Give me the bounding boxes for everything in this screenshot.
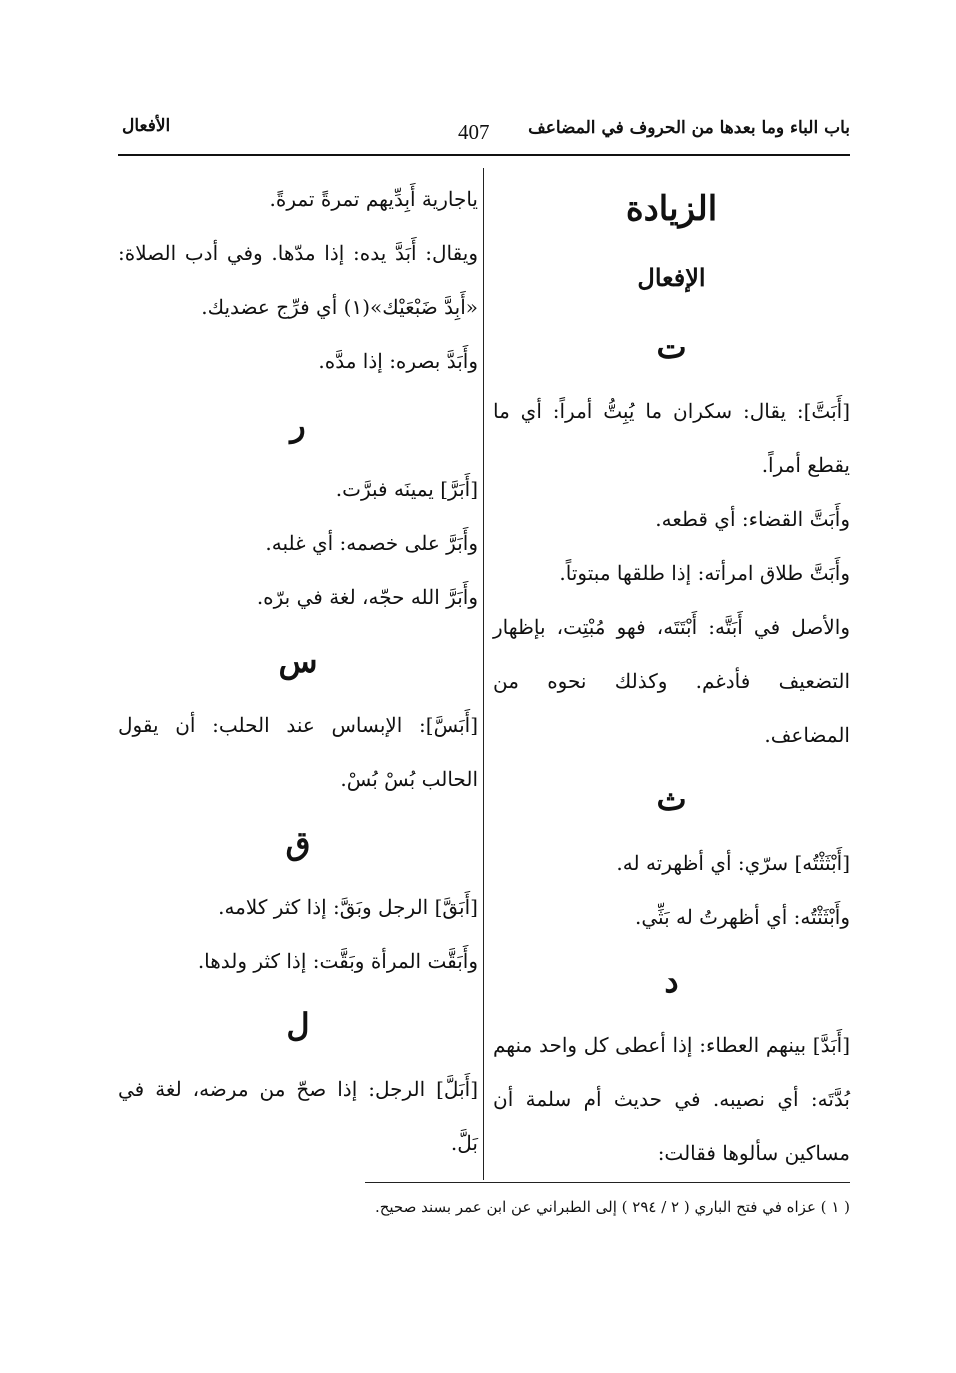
entry-paragraph: وأَبَرَّ الله حجّه، لغة في برّه. — [256, 585, 478, 609]
entry-paragraph: [أَبْثَثْتُه] سرّي: أي أظهرته له. — [616, 851, 850, 875]
footnote: ( ١ ) عزاه في فتح الباري ( ٢ / ٢٩٤ ) إلى الطبراني عن ابن عمر بسند صحيح. — [374, 1198, 850, 1216]
page-number: 407 — [458, 120, 490, 144]
letter-heading-l: ل — [286, 1006, 310, 1044]
letter-heading-d: د — [664, 962, 679, 1000]
letter-heading-th: ث — [656, 780, 687, 818]
letter-heading-s: س — [278, 642, 318, 680]
footnote-rule — [365, 1182, 850, 1183]
right-column — [493, 172, 850, 1180]
entry-paragraph: والأصل في أَبَتَّه: أَبْتَتَه، فهو مُبْتِت، بإظهار التضعيف فأدغم. وكذلك نحوه من المضاعف. — [493, 615, 850, 747]
sub-heading: الإفعال — [637, 263, 706, 292]
entry-paragraph: ويقال: أَبَدَّ يده: إذا مدّها. وفي أدب الصلاة: «أَبِدَّ ضَبْعَيْك»(١) أي فرِّج عضديك. — [118, 241, 478, 319]
entry-paragraph: [أَبَتَّ]: يقال: سكران ما يُبِتُّ أمراً: أي ما يقطع أمراً. — [493, 399, 850, 477]
entry-paragraph: وأَبَتَّ طلاق امرأته: إذا طلقها مبتوتاً. — [559, 561, 850, 585]
section-title: الأفعال — [122, 116, 171, 136]
left-column — [118, 172, 478, 1170]
chapter-title: باب الباء وما بعدها من الحروف في المضاعف — [528, 118, 850, 138]
letter-heading-q: ق — [285, 824, 311, 862]
entry-paragraph: وأَبْثَثْتُه: أي أظهرتُ له بَثِّي. — [635, 905, 850, 929]
entry-paragraph: [أَبَلَّ] الرجل: إذا صحّ من مرضه، لغة في بَلَّ. — [118, 1077, 478, 1155]
entry-paragraph: وأَبَتَّ القضاء: أي قطعه. — [655, 507, 850, 531]
entry-paragraph: وأَبَرَّ على خصمه: أي غلبه. — [265, 531, 478, 555]
entry-paragraph: وأَبَقَّت المرأة وبَقَّت: إذا كثر ولدها. — [197, 949, 478, 973]
entry-paragraph: [أَبَقَّ] الرجل وبَقَّ: إذا كثر كلامه. — [218, 895, 478, 919]
entry-paragraph: [أَبَرَّ] يمينَه فبرَّت. — [335, 477, 478, 501]
entry-paragraph: ياجارية أَبِدِّيهم تمرةً تمرةً. — [269, 187, 478, 211]
column-divider — [483, 168, 484, 1180]
main-heading: الزيادة — [625, 189, 718, 229]
entry-paragraph: وأَبَدَّ بصره: إذا مدَّه. — [318, 349, 478, 373]
header-rule — [118, 154, 850, 156]
entry-paragraph: [أَبَسَّ]: الإبساس عند الحلب: أن يقول الحالب بُسْ بُسْ. — [118, 713, 478, 791]
running-header — [118, 112, 850, 152]
letter-heading-t: ت — [656, 328, 687, 366]
letter-heading-r: ر — [290, 406, 306, 444]
entry-paragraph: [أَبَدَّ] بينهم العطاء: إذا أعطى كل واحد منهم بُدَّتَه: أي نصيبه. في حديث أم سلمة أن مساكين سألوها فقالت: — [493, 1033, 850, 1165]
